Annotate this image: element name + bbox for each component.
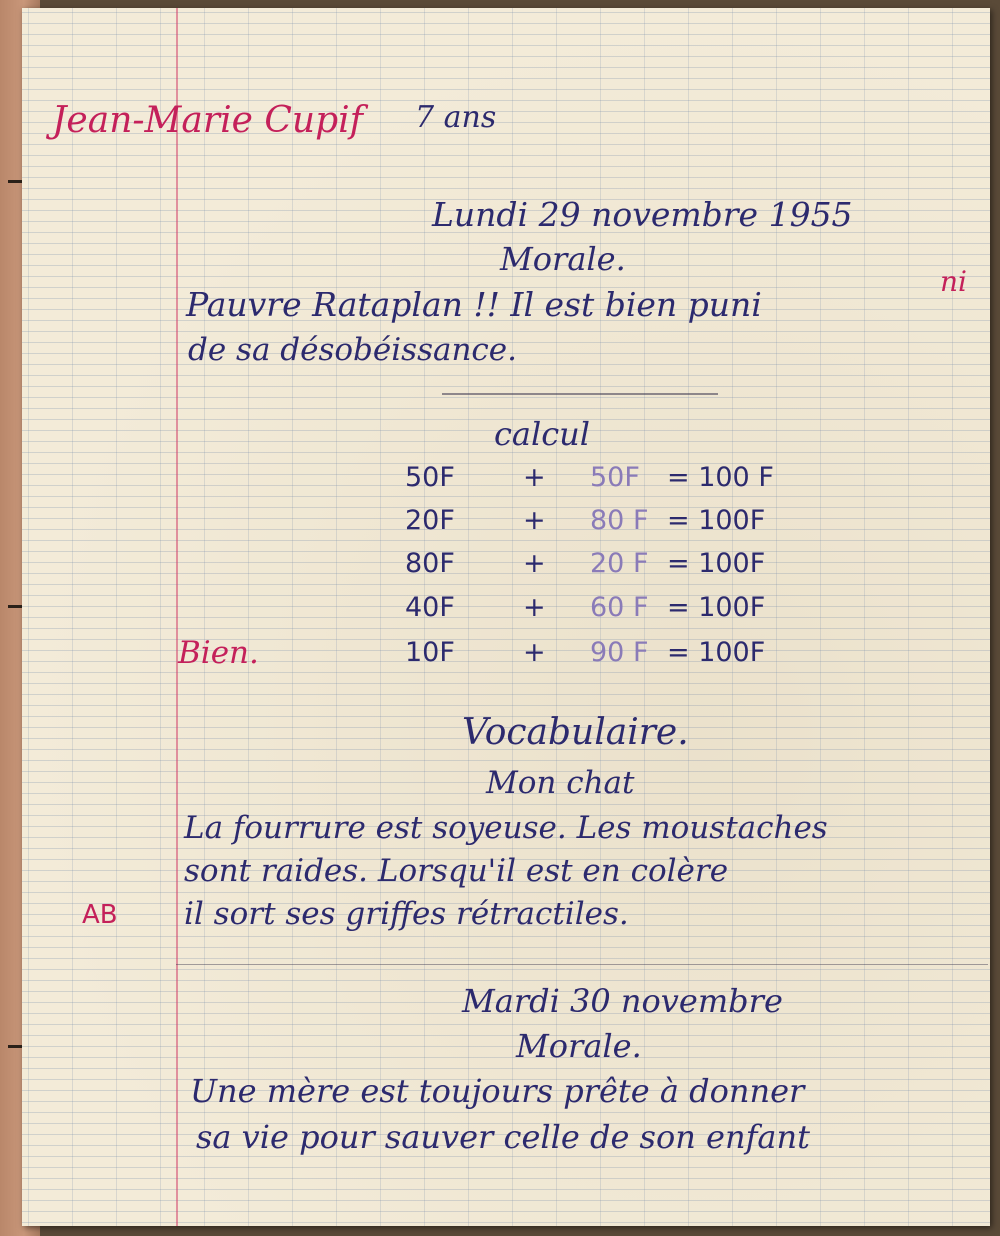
sum-row — [405, 505, 805, 545]
sum-operator: + — [523, 548, 546, 579]
morale-text-line-2: de sa désobéissance. — [188, 332, 517, 368]
sum-operator: + — [523, 637, 546, 668]
morale-title-2: Morale. — [516, 1027, 642, 1065]
sum-operand-b: 20 F — [590, 548, 649, 579]
vocab-title: Vocabulaire. — [462, 712, 689, 753]
sum-operand-b: 50F — [590, 462, 640, 493]
vocab-text-line-1: La fourrure est soyeuse. Les moustaches — [184, 810, 828, 846]
sum-operand-a: 80F — [405, 548, 455, 579]
date-heading: Lundi 29 novembre 1955 — [432, 195, 853, 234]
sum-result: = 100F — [667, 505, 766, 536]
sum-result: = 100F — [667, 637, 766, 668]
sum-row — [405, 548, 805, 588]
vocab-text-line-2: sont raides. Lorsqu'il est en colère — [184, 853, 729, 889]
morale-2-text-line-2: sa vie pour sauver celle de son enfant — [196, 1118, 810, 1156]
sum-row — [405, 462, 805, 502]
sum-operand-b: 80 F — [590, 505, 649, 536]
sum-result: = 100F — [667, 548, 766, 579]
sum-operator: + — [523, 592, 546, 623]
student-age: 7 ans — [415, 100, 497, 135]
sum-operand-a: 10F — [405, 637, 455, 668]
calc-title: calcul — [494, 415, 590, 453]
student-name: Jean-Marie Cupif — [52, 100, 363, 141]
teacher-grade-vocab: AB — [82, 900, 118, 930]
binding-staple — [8, 1045, 22, 1048]
sum-operand-a: 50F — [405, 462, 455, 493]
morale-text-line-1: Pauvre Rataplan !! Il est bien puni — [186, 285, 762, 324]
morale-title: Morale. — [500, 240, 626, 278]
binding-staple — [8, 180, 22, 183]
margin-line — [176, 8, 178, 1226]
sum-result: = 100 F — [667, 462, 774, 493]
date-heading-2: Mardi 30 novembre — [462, 982, 783, 1020]
section-divider — [442, 393, 718, 395]
sum-operand-a: 20F — [405, 505, 455, 536]
sum-operator: + — [523, 462, 546, 493]
correction-mark: ni — [940, 265, 967, 298]
teacher-grade-calc: Bien. — [178, 635, 259, 671]
day-divider — [176, 964, 988, 965]
morale-2-text-line-1: Une mère est toujours prête à donner — [190, 1072, 805, 1110]
sum-operand-a: 40F — [405, 592, 455, 623]
vocab-text-line-3: il sort ses griffes rétractiles. — [184, 896, 629, 932]
sum-operand-b: 90 F — [590, 637, 649, 668]
sum-result: = 100F — [667, 592, 766, 623]
vocab-subtitle: Mon chat — [486, 765, 635, 801]
sum-row — [405, 592, 805, 632]
sum-operand-b: 60 F — [590, 592, 649, 623]
sum-operator: + — [523, 505, 546, 536]
binding-staple — [8, 605, 22, 608]
sum-row — [405, 637, 805, 677]
